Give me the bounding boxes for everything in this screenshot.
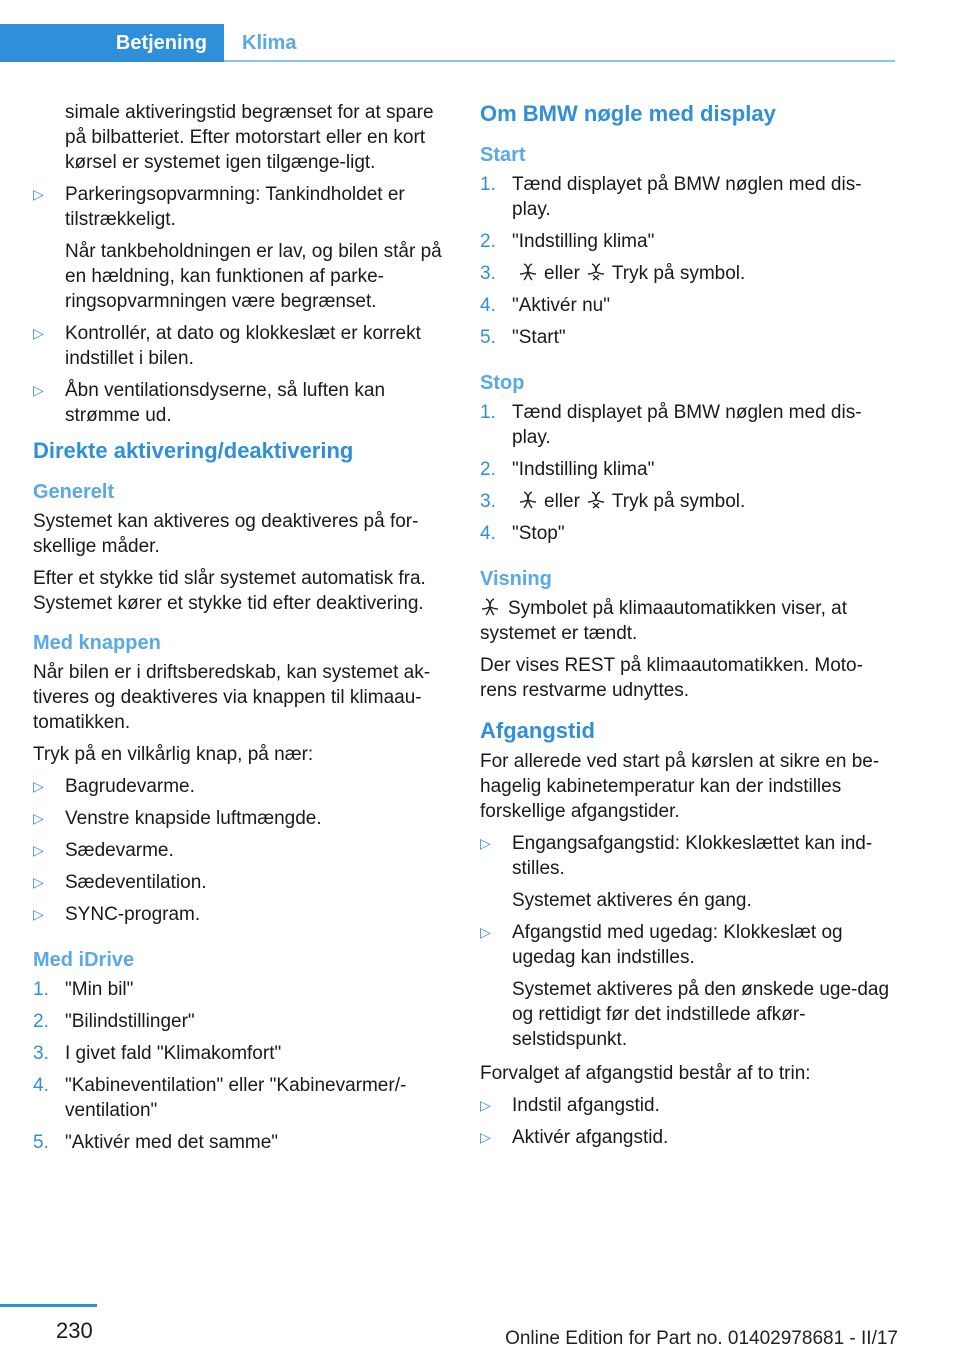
step-number: 5. (480, 327, 496, 348)
page-number: 230 (56, 1318, 93, 1343)
knappen-paragraph-1: Når bilen er i driftsberedskab, kan systemet ak‐tiveres og deaktiveres via knappen til klimaau‐tomatikken. (33, 662, 431, 733)
triangle-right-icon: ▷ (33, 186, 44, 202)
list-item (480, 831, 896, 913)
step-number: 2. (480, 231, 496, 252)
step-text: Tænd displayet på BMW nøglen med dis‐play. (512, 402, 862, 448)
step-text: "Indstilling klima" (512, 459, 655, 480)
step-item (33, 1130, 449, 1155)
step-number: 4. (480, 295, 496, 316)
step-item (480, 457, 896, 482)
requirements-list (33, 182, 449, 428)
step-text: Tænd displayet på BMW nøglen med dis‐play. (512, 174, 862, 220)
idrive-steps (33, 977, 449, 1155)
list-item (480, 920, 896, 1052)
stop-steps (480, 400, 896, 546)
step-item (33, 1009, 449, 1034)
step-item (480, 172, 896, 222)
step-number: 1. (480, 174, 496, 195)
visning-text: Symbolet på klimaautomatikken viser, at systemet er tændt. (480, 598, 847, 644)
step-text: "Aktivér med det samme" (65, 1132, 279, 1153)
list-item-text: Kontrollér, at dato og klokkeslæt er korrekt indstillet i bilen. (65, 323, 421, 369)
step-text: "Start" (512, 327, 566, 348)
header-divider (224, 60, 895, 62)
start-steps (480, 172, 896, 350)
symbol-or: eller (544, 491, 580, 512)
list-item (480, 1093, 896, 1118)
step-item (480, 489, 896, 514)
triangle-right-icon: ▷ (33, 906, 44, 922)
subsection-title-start: Start (480, 144, 526, 166)
list-item-subtext: Systemet aktiveres én gang. (512, 890, 752, 911)
fan-symbol-icon (586, 262, 606, 282)
list-item (33, 870, 449, 895)
triangle-right-icon: ▷ (33, 382, 44, 398)
step-item (480, 261, 896, 286)
symbol-or: eller (544, 263, 580, 284)
step-number: 3. (480, 491, 496, 512)
step-number: 2. (33, 1011, 49, 1032)
step-text: "Min bil" (65, 979, 134, 1000)
generelt-paragraph-2: Efter et stykke tid slår systemet automatisk fra. Systemet kører et stykke tid efter deaktivering. (33, 568, 426, 614)
knappen-list (33, 774, 449, 927)
generelt-paragraph-1: Systemet kan aktiveres og deaktiveres på for‐skellige måder. (33, 511, 419, 557)
list-item (33, 838, 449, 863)
list-item (480, 1125, 896, 1150)
step-number: 1. (480, 402, 496, 423)
symbol-tap-text: Tryk på symbol. (611, 491, 746, 512)
edition-footer: Online Edition for Part no. 01402978681 - II/17 (505, 1328, 898, 1349)
subsection-title-stop: Stop (480, 372, 525, 394)
subsection-title-visning: Visning (480, 568, 552, 590)
list-item (33, 321, 449, 371)
step-number: 4. (33, 1075, 49, 1096)
visning-paragraph-1 (480, 596, 896, 646)
step-number: 3. (480, 263, 496, 284)
afgangstid-types (480, 831, 896, 1052)
list-item-text: Indstil afgangstid. (512, 1095, 660, 1116)
list-item-text: Afgangstid med ugedag: Klokkeslæt og ugedag kan indstilles. (512, 922, 843, 968)
afgangstid-steps (480, 1093, 896, 1150)
list-item-text: Venstre knapside luftmængde. (65, 808, 322, 829)
step-item (33, 977, 449, 1002)
step-number: 3. (33, 1043, 49, 1064)
step-text: "Stop" (512, 523, 565, 544)
triangle-right-icon: ▷ (33, 778, 44, 794)
list-item-text: Parkeringsopvarmning: Tankindholdet er tilstrækkeligt. (65, 184, 405, 230)
section-title-direct-activation: Direkte aktivering/deaktivering (33, 438, 354, 463)
step-text: "Bilindstillinger" (65, 1011, 195, 1032)
left-column (33, 100, 449, 1164)
list-item (33, 806, 449, 831)
list-item (33, 182, 449, 314)
fan-symbol-icon (586, 490, 606, 510)
triangle-right-icon: ▷ (33, 842, 44, 858)
afgangstid-paragraph-1: For allerede ved start på kørslen at sikre en be‐hagelig kabinetemperatur kan der indstilles forskellige afgangstider. (480, 751, 880, 822)
subsection-title-med-knappen: Med knappen (33, 632, 161, 654)
triangle-right-icon: ▷ (33, 810, 44, 826)
step-item (480, 325, 896, 350)
list-item-text: Engangsafgangstid: Klokkeslættet kan ind‐stilles. (512, 833, 873, 879)
step-item (33, 1041, 449, 1066)
right-column (480, 100, 896, 1159)
triangle-right-icon: ▷ (480, 835, 491, 851)
step-number: 2. (480, 459, 496, 480)
step-number: 4. (480, 523, 496, 544)
step-item (33, 1073, 449, 1123)
section-title-bmw-key-display: Om BMW nøgle med display (480, 101, 776, 126)
triangle-right-icon: ▷ (33, 325, 44, 341)
fan-symbol-icon (480, 597, 500, 617)
list-item (33, 378, 449, 428)
intro-paragraph: simale aktiveringstid begrænset for at spare på bilbatteriet. Efter motorstart eller en kort kørsel er systemet igen tilgænge‐ligt. (65, 102, 434, 173)
list-item-text: SYNC-program. (65, 904, 201, 925)
step-text: "Aktivér nu" (512, 295, 610, 316)
list-item-text: Aktivér afgangstid. (512, 1127, 669, 1148)
triangle-right-icon: ▷ (480, 1129, 491, 1145)
list-item-text: Åbn ventilationsdyserne, så luften kan strømme ud. (65, 380, 386, 426)
symbol-tap-text: Tryk på symbol. (611, 263, 746, 284)
fan-symbol-icon (518, 490, 538, 510)
fan-symbol-icon (518, 262, 538, 282)
header-tabs (0, 24, 895, 62)
list-item-text: Sædeventilation. (65, 872, 207, 893)
list-item-text: Sædevarme. (65, 840, 174, 861)
step-item (480, 229, 896, 254)
triangle-right-icon: ▷ (480, 1097, 491, 1113)
subsection-title-med-idrive: Med iDrive (33, 949, 135, 971)
section-title-afgangstid: Afgangstid (480, 718, 595, 743)
triangle-right-icon: ▷ (33, 874, 44, 890)
step-text: I givet fald "Klimakomfort" (65, 1043, 282, 1064)
step-number: 5. (33, 1132, 49, 1153)
tab-betjening: Betjening (0, 24, 224, 62)
footer-divider (0, 1304, 97, 1307)
list-item-text: Bagrudevarme. (65, 776, 195, 797)
afgangstid-paragraph-2: Forvalget af afgangstid består af to trin: (480, 1063, 811, 1084)
step-item (480, 521, 896, 546)
tab-klima: Klima (242, 31, 297, 54)
step-item (480, 293, 896, 318)
visning-paragraph-2: Der vises REST på klimaautomatikken. Moto‐rens restvarme udnyttes. (480, 655, 863, 701)
step-item (480, 400, 896, 450)
list-item (33, 902, 449, 927)
subsection-title-generelt: Generelt (33, 481, 115, 503)
step-text: "Indstilling klima" (512, 231, 655, 252)
list-item-subtext: Systemet aktiveres på den ønskede uge‐dag og rettidigt før det indstillede afkør‐selstidspunkt. (512, 979, 890, 1050)
knappen-paragraph-2: Tryk på en vilkårlig knap, på nær: (33, 744, 314, 765)
list-item (33, 774, 449, 799)
triangle-right-icon: ▷ (480, 924, 491, 940)
list-item-subtext: Når tankbeholdningen er lav, og bilen står på en hældning, kan funktionen af parke‐ringsopvarmningen være begrænset. (65, 241, 442, 312)
step-text: "Kabineventilation" eller "Kabinevarmer/‐ventilation" (65, 1075, 407, 1121)
step-number: 1. (33, 979, 49, 1000)
